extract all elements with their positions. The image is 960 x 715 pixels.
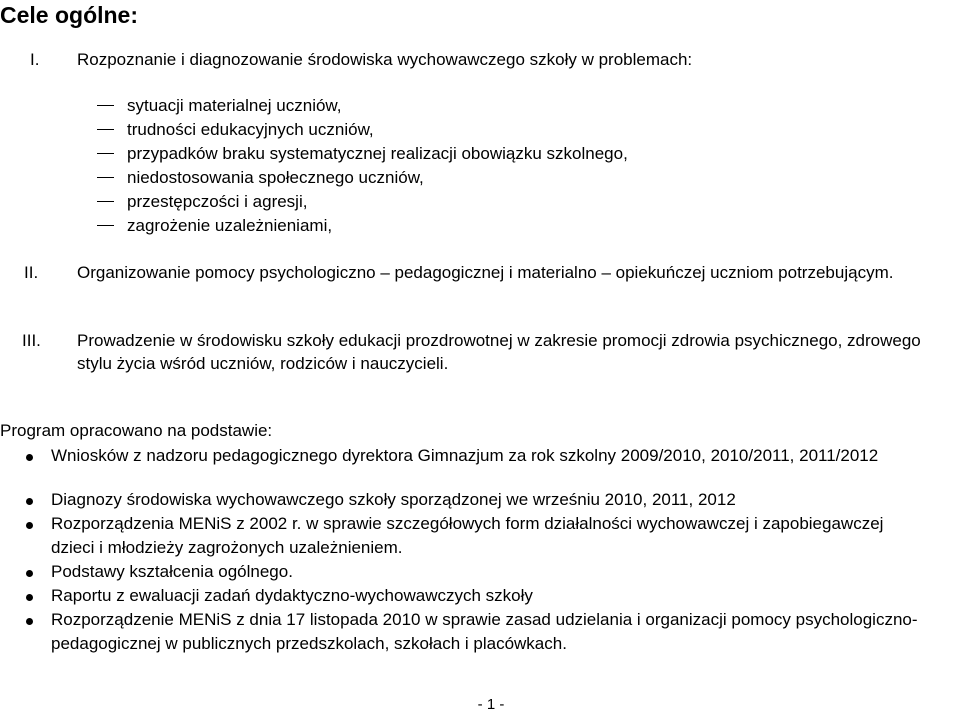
goal-number: II. — [24, 263, 39, 282]
list-item — [0, 142, 960, 166]
section-heading: Cele ogólne: — [0, 2, 139, 28]
list-item-text: przestępczości i agresji, — [127, 192, 308, 211]
dash-marker — [97, 129, 114, 130]
list-item-text: Rozporządzenie MENiS z dnia 17 listopada 2010 w sprawie zasad udzielania i organizacji pomocy psychologiczno-pedagogicznej w publicznych przedszkolach, szkołach i placówkach. — [51, 610, 918, 653]
bullet-marker — [26, 618, 33, 625]
bullet-marker — [26, 522, 33, 529]
bullet-marker — [26, 498, 33, 505]
goal-text: Prowadzenie w środowisku szkoły edukacji prozdrowotnej w zakresie promocji zdrowia psychicznego, zdrowego stylu życia wśród uczniów, rodziców i nauczycieli. — [77, 331, 921, 373]
program-sources-title: Program opracowano na podstawie: — [0, 421, 273, 440]
dash-marker — [97, 177, 114, 178]
list-item-text: sytuacji materialnej uczniów, — [127, 96, 342, 115]
list-item — [0, 118, 960, 142]
page-number: - 1 - — [477, 696, 505, 713]
bullet-marker — [26, 570, 33, 577]
list-item-text: Wniosków z nadzoru pedagogicznego dyrektora Gimnazjum za rok szkolny 2009/2010, 2010/2011, 2011/2012 — [51, 446, 879, 465]
list-item — [0, 94, 960, 118]
list-item — [0, 214, 960, 238]
list-item-text: Diagnozy środowiska wychowawczego szkoły sporządzonej we wrześniu 2010, 2011, 2012 — [51, 490, 736, 509]
list-item-text: Podstawy kształcenia ogólnego. — [51, 562, 293, 581]
list-item-text: Raportu z ewaluacji zadań dydaktyczno-wychowawczych szkoły — [51, 586, 533, 605]
goal-text: Organizowanie pomocy psychologiczno – pedagogicznej i materialno – opiekuńczej uczniom potrzebującym. — [77, 263, 894, 282]
bullet-marker — [26, 454, 33, 461]
list-item — [0, 166, 960, 190]
list-item-text: trudności edukacyjnych uczniów, — [127, 120, 374, 139]
dash-marker — [97, 105, 114, 106]
dash-marker — [97, 201, 114, 202]
list-item-text: niedostosowania społecznego uczniów, — [127, 168, 424, 187]
list-item-text: Rozporządzenia MENiS z 2002 r. w sprawie szczegółowych form działalności wychowawczej i zapobiegawczej dzieci i młodzieży zagrożonych uzależnieniem. — [51, 514, 884, 557]
list-item — [0, 190, 960, 214]
dash-marker — [97, 225, 114, 226]
goal-text: Rozpoznanie i diagnozowanie środowiska wychowawczego szkoły w problemach: — [77, 50, 693, 69]
dash-marker — [97, 153, 114, 154]
goal-number: III. — [22, 331, 41, 350]
bullet-marker — [26, 594, 33, 601]
list-item-text: zagrożenie uzależnieniami, — [127, 216, 333, 235]
goal-number: I. — [30, 50, 40, 69]
list-item-text: przypadków braku systematycznej realizacji obowiązku szkolnego, — [127, 144, 628, 163]
